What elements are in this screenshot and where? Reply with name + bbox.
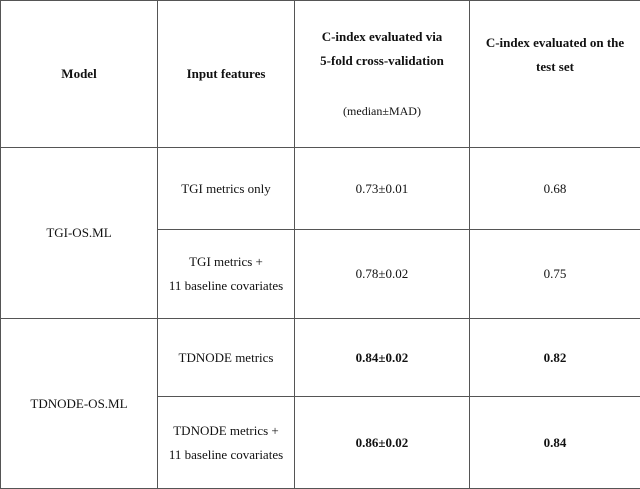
test-value-bold: 0.84 (544, 435, 567, 450)
cv-value-bold: 0.86±0.02 (356, 435, 409, 450)
features-cell (158, 230, 295, 319)
header-model: Model (1, 1, 158, 148)
header-cv-note: (median±MAD) (301, 99, 463, 123)
features-line-2: 11 baseline covariates (169, 447, 283, 462)
features-cell (158, 319, 295, 397)
cv-value-bold: 0.84±0.02 (356, 350, 409, 365)
features-line-2: 11 baseline covariates (169, 278, 283, 293)
header-cv-line2: 5-fold cross-validation (320, 53, 444, 68)
header-test-line2: test set (536, 59, 574, 74)
features-line: TDNODE metrics (179, 350, 274, 365)
cv-value-cell: 0.78±0.02 (295, 230, 470, 319)
table-row (1, 319, 640, 397)
test-value-cell (470, 397, 640, 489)
cv-value-cell (295, 319, 470, 397)
header-test-cindex (470, 1, 640, 148)
model-cell-tgi: TGI-OS.ML (1, 148, 158, 319)
model-cell-tdnode: TDNODE-OS.ML (1, 319, 158, 489)
cv-value-cell: 0.73±0.01 (295, 148, 470, 230)
features-cell (158, 148, 295, 230)
test-value-cell: 0.75 (470, 230, 640, 319)
header-input-features: Input features (158, 1, 295, 148)
header-row (1, 1, 640, 148)
header-cv-line1: C-index evaluated via (322, 29, 443, 44)
cv-value-cell (295, 397, 470, 489)
header-test-line1: C-index evaluated on the (486, 35, 624, 50)
features-line: TGI metrics + (189, 254, 263, 269)
features-cell (158, 397, 295, 489)
test-value-cell (470, 319, 640, 397)
table-row (1, 148, 640, 230)
test-value-cell: 0.68 (470, 148, 640, 230)
features-line: TDNODE metrics + (173, 423, 279, 438)
header-cv-cindex (295, 1, 470, 148)
features-line: TGI metrics only (181, 181, 271, 196)
test-value-bold: 0.82 (544, 350, 567, 365)
